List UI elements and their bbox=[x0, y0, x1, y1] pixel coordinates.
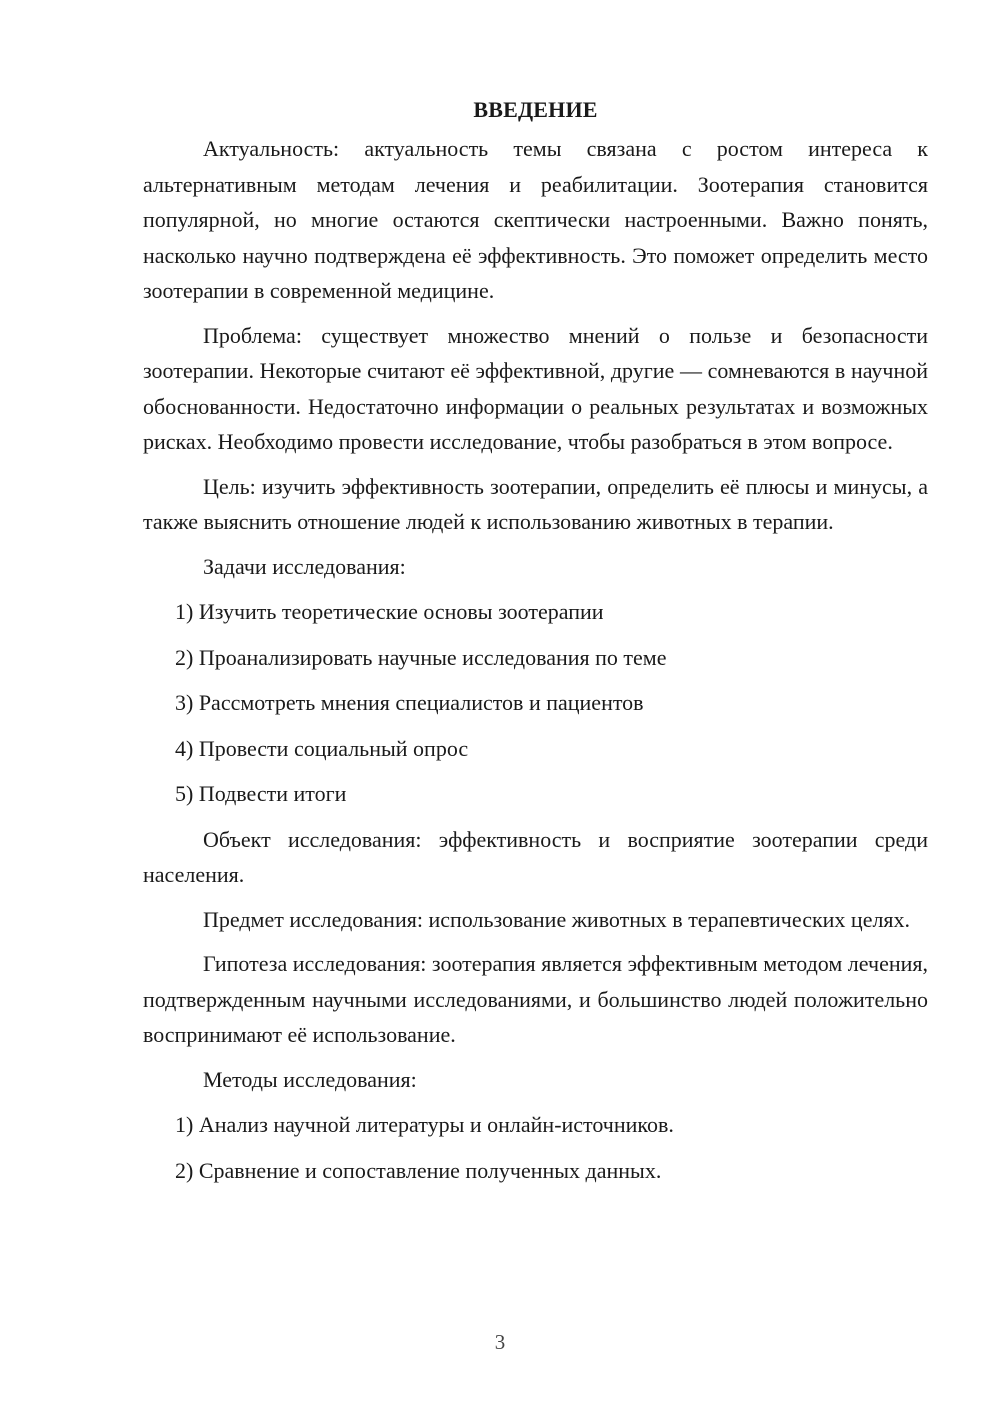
task-item: 5) Подвести итоги bbox=[175, 781, 347, 806]
object-paragraph: Объект исследования: эффективность и восприятие зоотерапии среди населения. bbox=[143, 826, 928, 887]
task-item: 2) Проанализировать научные исследования по теме bbox=[175, 644, 667, 670]
tasks-heading: Задачи исследования: bbox=[203, 553, 406, 579]
tasks-list bbox=[143, 594, 928, 812]
task-item: 4) Провести социальный опрос bbox=[175, 735, 469, 761]
method-item: 1) Анализ научной литературы и онлайн-источников. bbox=[175, 1112, 674, 1137]
task-item: 1) Изучить теоретические основы зоотерапии bbox=[175, 599, 604, 624]
page-title: ВВЕДЕНИЕ bbox=[473, 97, 598, 122]
document-page bbox=[143, 95, 928, 1198]
hypothesis-paragraph: Гипотеза исследования: зоотерапия является эффективным методом лечения, подтвержденным научными исследованиями, и большинство людей положительно воспринимают её использование. bbox=[143, 951, 928, 1047]
method-item: 2) Сравнение и сопоставление полученных данных. bbox=[175, 1157, 662, 1183]
methods-heading: Методы исследования: bbox=[203, 1066, 417, 1092]
page-number: 3 bbox=[494, 1330, 506, 1354]
goal-paragraph: Цель: изучить эффективность зоотерапии, определить её плюсы и минусы, а также выяснить отношение людей к использованию животных в терапии. bbox=[143, 473, 928, 534]
task-item: 3) Рассмотреть мнения специалистов и пациентов bbox=[175, 690, 644, 715]
methods-list bbox=[143, 1107, 928, 1188]
relevance-paragraph: Актуальность: актуальность темы связана с ростом интереса к альтернативным методам лечения и реабилитации. Зоотерапия становится популярной, но многие остаются скептически настроенными. Важно понять, насколько научно подтверждена её эффективность. Это поможет определить место зоотерапии в современной медицине. bbox=[143, 136, 928, 303]
subject-paragraph: Предмет исследования: использование животных в терапевтических целях. bbox=[203, 906, 911, 932]
problem-paragraph: Проблема: существует множество мнений о пользе и безопасности зоотерапии. Некоторые считают её эффективной, другие — сомневаются в научной обоснованности. Недостаточно информации о реальных результатах и возможных рисках. Необходимо провести исследование, чтобы разобраться в этом вопросе. bbox=[143, 322, 928, 454]
